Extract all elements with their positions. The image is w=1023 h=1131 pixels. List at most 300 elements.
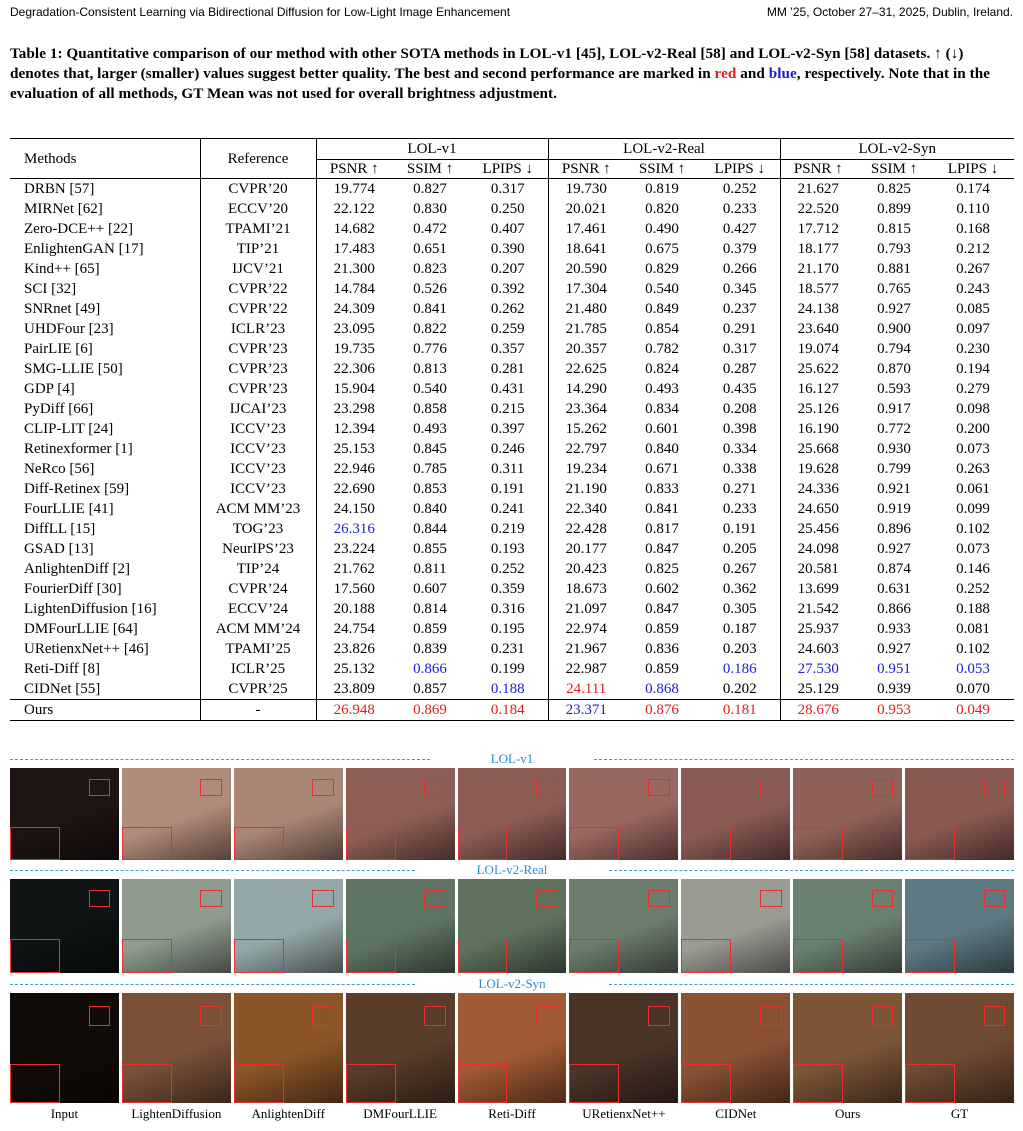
metric-value: 23.371 xyxy=(548,700,624,721)
metric-value: 0.099 xyxy=(956,501,990,517)
lol-v1-thumbnail xyxy=(234,768,343,860)
caption-text-end: , respectively. Note that in the evaluation of all methods, GT Mean was not used for overall brightness adjustment. xyxy=(10,65,991,102)
metric-value: 0.772 xyxy=(877,421,911,437)
method-name: AnlightenDiff [2] xyxy=(24,561,130,577)
table-row xyxy=(10,199,1014,219)
table-row xyxy=(10,539,1014,559)
metric-value: 17.304 xyxy=(548,279,624,299)
lol-v2-syn-thumbnail xyxy=(10,993,119,1103)
metric-value: 0.951 xyxy=(877,661,911,677)
table-row xyxy=(10,459,1014,479)
running-header-title: Degradation-Consistent Learning via Bidirectional Diffusion for Low-Light Image Enhancement xyxy=(10,5,511,19)
figure-method-label: CIDNet xyxy=(715,1106,757,1121)
image-row-lol-v2-syn xyxy=(10,993,1014,1103)
figure-method-label: GT xyxy=(950,1106,969,1121)
figure-method-labels xyxy=(10,1106,1014,1122)
zoom-region-marker xyxy=(424,1006,446,1026)
metric-value: 0.317 xyxy=(490,181,525,197)
metric-value: 0.493 xyxy=(413,421,447,437)
metric-value: 0.427 xyxy=(722,221,757,237)
metric-value: 0.859 xyxy=(645,661,679,677)
reference-venue: ECCV’20 xyxy=(200,199,316,219)
method-name: MIRNet [62] xyxy=(24,201,103,217)
metric-value: 23.809 xyxy=(316,679,392,700)
metric-value: 0.316 xyxy=(490,601,525,617)
metric-value: 0.853 xyxy=(413,481,447,497)
metric-value: 19.628 xyxy=(780,459,856,479)
reference-venue: ICLR’25 xyxy=(200,659,316,679)
metric-value: 0.840 xyxy=(645,441,679,457)
metric-value: 0.195 xyxy=(490,621,525,637)
reference-venue: CVPR’24 xyxy=(200,579,316,599)
metric-value: 0.540 xyxy=(645,281,679,297)
figure-group-label-text: LOL-v1 xyxy=(485,751,540,766)
metric-value: 0.815 xyxy=(877,221,911,237)
metric-value: 20.021 xyxy=(548,199,624,219)
zoom-inset-box xyxy=(122,939,172,973)
metric-value: 21.542 xyxy=(780,599,856,619)
metric-value: 0.631 xyxy=(877,581,911,597)
metric-value: 0.252 xyxy=(956,581,990,597)
method-name: GDP [4] xyxy=(24,381,75,397)
zoom-region-marker xyxy=(200,779,222,796)
table-caption xyxy=(10,44,1015,104)
zoom-region-marker xyxy=(648,1006,670,1026)
metric-value: 21.190 xyxy=(548,479,624,499)
metric-value: 14.784 xyxy=(316,279,392,299)
metric-header: LPIPS ↓ xyxy=(932,160,1014,179)
reference-venue: TPAMI’21 xyxy=(200,219,316,239)
metric-value: 0.287 xyxy=(722,361,757,377)
lol-v2-syn-thumbnail xyxy=(569,993,678,1103)
metric-value: 0.799 xyxy=(877,461,911,477)
table-row xyxy=(10,359,1014,379)
zoom-region-marker xyxy=(89,890,111,907)
metric-header: PSNR ↑ xyxy=(316,160,392,179)
metric-value: 20.177 xyxy=(548,539,624,559)
metric-value: 0.869 xyxy=(392,700,468,721)
metric-value: 0.866 xyxy=(413,661,447,677)
caption-text: Table 1: Quantitative comparison of our method with other SOTA methods in LOL-v1 [45], LOL-v2-Real [58] and LOL-v2-Syn [58] datasets. ↑ (↓) denotes that, larger (smaller) values suggest better quality. The best and second performance are marked in xyxy=(10,45,964,82)
lol-v2-syn-thumbnail xyxy=(681,993,790,1103)
metric-value: 0.267 xyxy=(956,261,990,277)
metric-value: 23.826 xyxy=(316,639,392,659)
metric-value: 0.671 xyxy=(645,461,679,477)
lol-v1-thumbnail xyxy=(10,768,119,860)
running-header-venue: MM ’25, October 27–31, 2025, Dublin, Ireland. xyxy=(766,5,1013,19)
caption-blue-word: blue xyxy=(768,65,797,82)
metric-value: 21.097 xyxy=(548,599,624,619)
metric-value: 24.138 xyxy=(780,299,856,319)
caption-red-word: red xyxy=(714,65,737,82)
metric-value: 0.866 xyxy=(877,601,911,617)
metric-value: 0.526 xyxy=(413,281,447,297)
metric-value: 0.490 xyxy=(645,221,679,237)
zoom-region-marker xyxy=(648,779,670,796)
metric-value: 0.379 xyxy=(722,241,757,257)
zoom-inset-box xyxy=(681,939,731,973)
metric-value: 0.813 xyxy=(413,361,447,377)
table-row-ours xyxy=(10,700,1014,721)
metric-value: 0.830 xyxy=(413,201,447,217)
metric-value: 0.919 xyxy=(877,501,911,517)
metric-value: 0.193 xyxy=(490,541,525,557)
lol-v1-thumbnail xyxy=(346,768,455,860)
zoom-region-marker xyxy=(200,1006,222,1026)
table-row xyxy=(10,519,1014,539)
metric-value: 0.267 xyxy=(722,561,757,577)
metric-value: 0.785 xyxy=(413,461,447,477)
metric-value: 19.730 xyxy=(548,179,624,200)
metric-value: 0.168 xyxy=(956,221,990,237)
metric-value: 0.927 xyxy=(877,541,911,557)
reference-venue: ICCV’23 xyxy=(200,419,316,439)
metric-value: 22.797 xyxy=(548,439,624,459)
table-row xyxy=(10,579,1014,599)
zoom-inset-box xyxy=(793,827,843,860)
metric-value: 0.305 xyxy=(722,601,757,617)
metric-value: 0.259 xyxy=(490,321,525,337)
table-row xyxy=(10,559,1014,579)
metric-value: 0.870 xyxy=(877,361,911,377)
table-row xyxy=(10,619,1014,639)
lol-v2-syn-thumbnail xyxy=(905,993,1014,1103)
metric-value: 21.480 xyxy=(548,299,624,319)
metric-value: 0.073 xyxy=(956,441,990,457)
reference-venue: CVPR’25 xyxy=(200,679,316,700)
metric-value: 25.126 xyxy=(780,399,856,419)
metric-value: 0.834 xyxy=(645,401,679,417)
metric-value: 19.074 xyxy=(780,339,856,359)
reference-venue: IJCV’21 xyxy=(200,259,316,279)
lol-v1-thumbnail xyxy=(122,768,231,860)
table-row xyxy=(10,659,1014,679)
zoom-inset-box xyxy=(346,939,396,973)
metric-value: 0.110 xyxy=(956,201,990,217)
metric-value: 22.306 xyxy=(316,359,392,379)
metric-value: 0.271 xyxy=(722,481,757,497)
table-row xyxy=(10,279,1014,299)
lol-v2-real-thumbnail xyxy=(346,879,455,973)
metric-value: 0.847 xyxy=(645,541,679,557)
figure-method-label: Input xyxy=(50,1106,79,1121)
zoom-region-marker xyxy=(760,1006,782,1026)
zoom-region-marker xyxy=(200,890,222,907)
metric-value: 0.858 xyxy=(413,401,447,417)
reference-venue: TIP’24 xyxy=(200,559,316,579)
lol-v2-real-thumbnail xyxy=(681,879,790,973)
zoom-inset-box xyxy=(905,1064,955,1103)
metric-value: 26.316 xyxy=(316,519,392,539)
group-header-lol-v2-syn: LOL-v2-Syn xyxy=(780,139,1014,160)
metric-value: 24.603 xyxy=(780,639,856,659)
metric-value: 12.394 xyxy=(316,419,392,439)
metric-value: 0.191 xyxy=(490,481,525,497)
metric-value: 0.208 xyxy=(722,401,757,417)
zoom-inset-box xyxy=(10,1064,60,1103)
zoom-inset-box xyxy=(458,827,508,860)
metric-value: 0.073 xyxy=(956,541,990,557)
metric-value: 23.095 xyxy=(316,319,392,339)
lol-v1-thumbnail xyxy=(458,768,567,860)
figure-method-label: DMFourLLIE xyxy=(363,1106,437,1121)
metric-value: 0.345 xyxy=(722,281,757,297)
metric-value: 0.472 xyxy=(413,221,447,237)
reference-venue: CVPR’23 xyxy=(200,339,316,359)
metric-value: 0.281 xyxy=(490,361,525,377)
metric-value: 14.682 xyxy=(316,219,392,239)
lol-v2-syn-thumbnail xyxy=(346,993,455,1103)
zoom-inset-box xyxy=(569,1064,619,1103)
metric-value: 25.456 xyxy=(780,519,856,539)
zoom-region-marker xyxy=(89,779,111,796)
metric-value: 0.085 xyxy=(956,301,990,317)
metric-value: 0.927 xyxy=(877,641,911,657)
metric-value: 21.785 xyxy=(548,319,624,339)
metric-value: 0.876 xyxy=(624,700,700,721)
reference-venue: ACM MM’24 xyxy=(200,619,316,639)
metric-value: 23.364 xyxy=(548,399,624,419)
metric-value: 0.765 xyxy=(877,281,911,297)
zoom-region-marker xyxy=(760,779,782,796)
lol-v2-syn-thumbnail xyxy=(122,993,231,1103)
metric-value: 20.423 xyxy=(548,559,624,579)
metric-value: 24.336 xyxy=(780,479,856,499)
metric-header: SSIM ↑ xyxy=(392,160,468,179)
zoom-inset-box xyxy=(234,1064,284,1103)
reference-venue: ICCV’23 xyxy=(200,479,316,499)
metric-value: 0.933 xyxy=(877,621,911,637)
lol-v2-syn-thumbnail xyxy=(458,993,567,1103)
metric-value: 0.207 xyxy=(490,261,525,277)
metric-value: 0.263 xyxy=(956,461,990,477)
metric-value: 0.237 xyxy=(722,301,757,317)
zoom-inset-box xyxy=(905,827,955,860)
metric-value: 15.262 xyxy=(548,419,624,439)
lol-v2-real-thumbnail xyxy=(458,879,567,973)
metric-value: 27.530 xyxy=(780,659,856,679)
metric-value: 0.184 xyxy=(468,700,548,721)
metric-value: 0.262 xyxy=(490,301,525,317)
metric-value: 0.174 xyxy=(956,181,990,197)
lol-v2-syn-thumbnail xyxy=(793,993,902,1103)
zoom-region-marker xyxy=(760,890,782,907)
zoom-inset-box xyxy=(122,1064,172,1103)
metric-value: 0.896 xyxy=(877,521,911,537)
metric-value: 0.061 xyxy=(956,481,990,497)
metric-value: 13.699 xyxy=(780,579,856,599)
lol-v2-real-thumbnail xyxy=(793,879,902,973)
lol-v1-thumbnail xyxy=(905,768,1014,860)
zoom-inset-box xyxy=(569,827,619,860)
table-row xyxy=(10,379,1014,399)
metric-value: 20.581 xyxy=(780,559,856,579)
metric-value: 23.640 xyxy=(780,319,856,339)
metric-value: 0.407 xyxy=(490,221,525,237)
metric-value: 24.111 xyxy=(548,679,624,700)
metric-value: 0.097 xyxy=(956,321,990,337)
metric-value: 0.841 xyxy=(413,301,447,317)
zoom-region-marker xyxy=(424,779,446,796)
metric-value: 0.334 xyxy=(722,441,757,457)
metric-value: 0.311 xyxy=(491,461,525,477)
metric-value: 0.392 xyxy=(490,281,525,297)
reference-venue: CVPR’23 xyxy=(200,379,316,399)
metric-value: 0.927 xyxy=(877,301,911,317)
lol-v1-thumbnail xyxy=(569,768,678,860)
metric-value: 0.212 xyxy=(956,241,990,257)
metric-value: 0.049 xyxy=(932,700,1014,721)
method-name: EnlightenGAN [17] xyxy=(24,241,144,257)
metric-value: 24.309 xyxy=(316,299,392,319)
zoom-region-marker xyxy=(312,779,334,796)
zoom-inset-box xyxy=(569,939,619,973)
metric-value: 0.202 xyxy=(722,681,757,697)
metric-value: 18.673 xyxy=(548,579,624,599)
metric-value: 0.431 xyxy=(490,381,525,397)
metric-value: 0.146 xyxy=(956,561,990,577)
group-header-lol-v1: LOL-v1 xyxy=(316,139,548,160)
zoom-inset-box xyxy=(10,827,60,860)
metric-value: 0.205 xyxy=(722,541,757,557)
zoom-region-marker xyxy=(648,890,670,907)
zoom-inset-box xyxy=(234,939,284,973)
reference-venue: ICCV’23 xyxy=(200,459,316,479)
metric-value: 0.279 xyxy=(956,381,990,397)
metric-value: 0.849 xyxy=(645,301,679,317)
lol-v2-real-thumbnail xyxy=(569,879,678,973)
metric-value: 0.230 xyxy=(956,341,990,357)
metric-value: 22.946 xyxy=(316,459,392,479)
caption-and: and xyxy=(736,65,769,82)
metric-value: 0.841 xyxy=(645,501,679,517)
table-row xyxy=(10,239,1014,259)
table-row xyxy=(10,259,1014,279)
reference-venue: ECCV’24 xyxy=(200,599,316,619)
metric-value: 0.845 xyxy=(413,441,447,457)
metric-value: 0.855 xyxy=(413,541,447,557)
column-header-methods: Methods xyxy=(10,139,200,179)
reference-venue: CVPR’22 xyxy=(200,299,316,319)
table-row xyxy=(10,639,1014,659)
metric-value: 0.675 xyxy=(645,241,679,257)
metric-header: PSNR ↑ xyxy=(780,160,856,179)
metric-value: 0.243 xyxy=(956,281,990,297)
metric-value: 0.820 xyxy=(645,201,679,217)
metric-value: 0.811 xyxy=(413,561,447,577)
metric-value: 0.953 xyxy=(856,700,932,721)
metric-value: 0.102 xyxy=(956,641,990,657)
metric-value: 14.290 xyxy=(548,379,624,399)
lol-v1-thumbnail xyxy=(793,768,902,860)
metric-value: 0.200 xyxy=(956,421,990,437)
metric-value: 0.921 xyxy=(877,481,911,497)
metric-value: 22.690 xyxy=(316,479,392,499)
metric-value: 0.219 xyxy=(490,521,525,537)
method-name: LightenDiffusion [16] xyxy=(24,601,157,617)
metric-value: 0.359 xyxy=(490,581,525,597)
metric-value: 22.974 xyxy=(548,619,624,639)
table-row xyxy=(10,399,1014,419)
metric-value: 22.987 xyxy=(548,659,624,679)
metric-value: 15.904 xyxy=(316,379,392,399)
metric-value: 0.814 xyxy=(413,601,447,617)
metric-value: 0.833 xyxy=(645,481,679,497)
metric-value: 20.357 xyxy=(548,339,624,359)
method-name: Diff-Retinex [59] xyxy=(24,481,130,497)
zoom-region-marker xyxy=(984,890,1006,907)
zoom-region-marker xyxy=(536,890,558,907)
metric-value: 0.070 xyxy=(956,681,990,697)
metric-value: 0.825 xyxy=(645,561,679,577)
metric-value: 25.153 xyxy=(316,439,392,459)
metric-value: 0.839 xyxy=(413,641,447,657)
table-row xyxy=(10,339,1014,359)
metric-value: 0.252 xyxy=(722,181,757,197)
zoom-region-marker xyxy=(872,890,894,907)
metric-value: 17.712 xyxy=(780,219,856,239)
metric-value: 28.676 xyxy=(780,700,856,721)
image-row-lol-v1 xyxy=(10,768,1014,860)
zoom-inset-box xyxy=(793,939,843,973)
metric-value: 0.822 xyxy=(413,321,447,337)
method-name: Kind++ [65] xyxy=(24,261,100,277)
metric-header: SSIM ↑ xyxy=(624,160,700,179)
metric-value: 20.188 xyxy=(316,599,392,619)
metric-value: 0.793 xyxy=(877,241,911,257)
method-name: URetienxNet++ [46] xyxy=(24,641,149,657)
metric-value: 0.836 xyxy=(645,641,679,657)
metric-value: 0.291 xyxy=(722,321,757,337)
metric-value: 0.191 xyxy=(722,521,757,537)
metric-value: 0.874 xyxy=(877,561,911,577)
metric-value: 24.754 xyxy=(316,619,392,639)
zoom-region-marker xyxy=(424,890,446,907)
method-name: UHDFour [23] xyxy=(24,321,114,337)
metric-value: 21.762 xyxy=(316,559,392,579)
column-header-reference: Reference xyxy=(200,139,316,179)
method-name: FourLLIE [41] xyxy=(24,501,114,517)
zoom-region-marker xyxy=(984,779,1006,796)
figure-method-label: URetienxNet++ xyxy=(582,1106,666,1121)
metric-value: 0.825 xyxy=(877,181,911,197)
table-body xyxy=(10,179,1014,721)
zoom-region-marker xyxy=(312,1006,334,1026)
metric-value: 0.233 xyxy=(722,201,757,217)
zoom-inset-box xyxy=(346,827,396,860)
metric-value: 0.593 xyxy=(877,381,911,397)
metric-value: 0.390 xyxy=(490,241,525,257)
zoom-region-marker xyxy=(872,1006,894,1026)
zoom-region-marker xyxy=(536,779,558,796)
metric-value: 0.081 xyxy=(956,621,990,637)
metric-value: 0.053 xyxy=(956,661,990,677)
results-table xyxy=(10,138,1014,721)
zoom-inset-box xyxy=(681,827,731,860)
figure-method-label: Ours xyxy=(835,1106,861,1121)
table-row xyxy=(10,419,1014,439)
metric-value: 0.362 xyxy=(722,581,757,597)
lol-v2-real-thumbnail xyxy=(10,879,119,973)
metric-value: 0.844 xyxy=(413,521,447,537)
figure-method-label: LightenDiffusion xyxy=(131,1106,222,1121)
lol-v2-real-thumbnail xyxy=(122,879,231,973)
method-name: FourierDiff [30] xyxy=(24,581,122,597)
metric-value: 0.194 xyxy=(956,361,990,377)
metric-value: 0.188 xyxy=(490,681,525,697)
metric-value: 25.937 xyxy=(780,619,856,639)
figure-method-label: AnlightenDiff xyxy=(251,1106,325,1121)
